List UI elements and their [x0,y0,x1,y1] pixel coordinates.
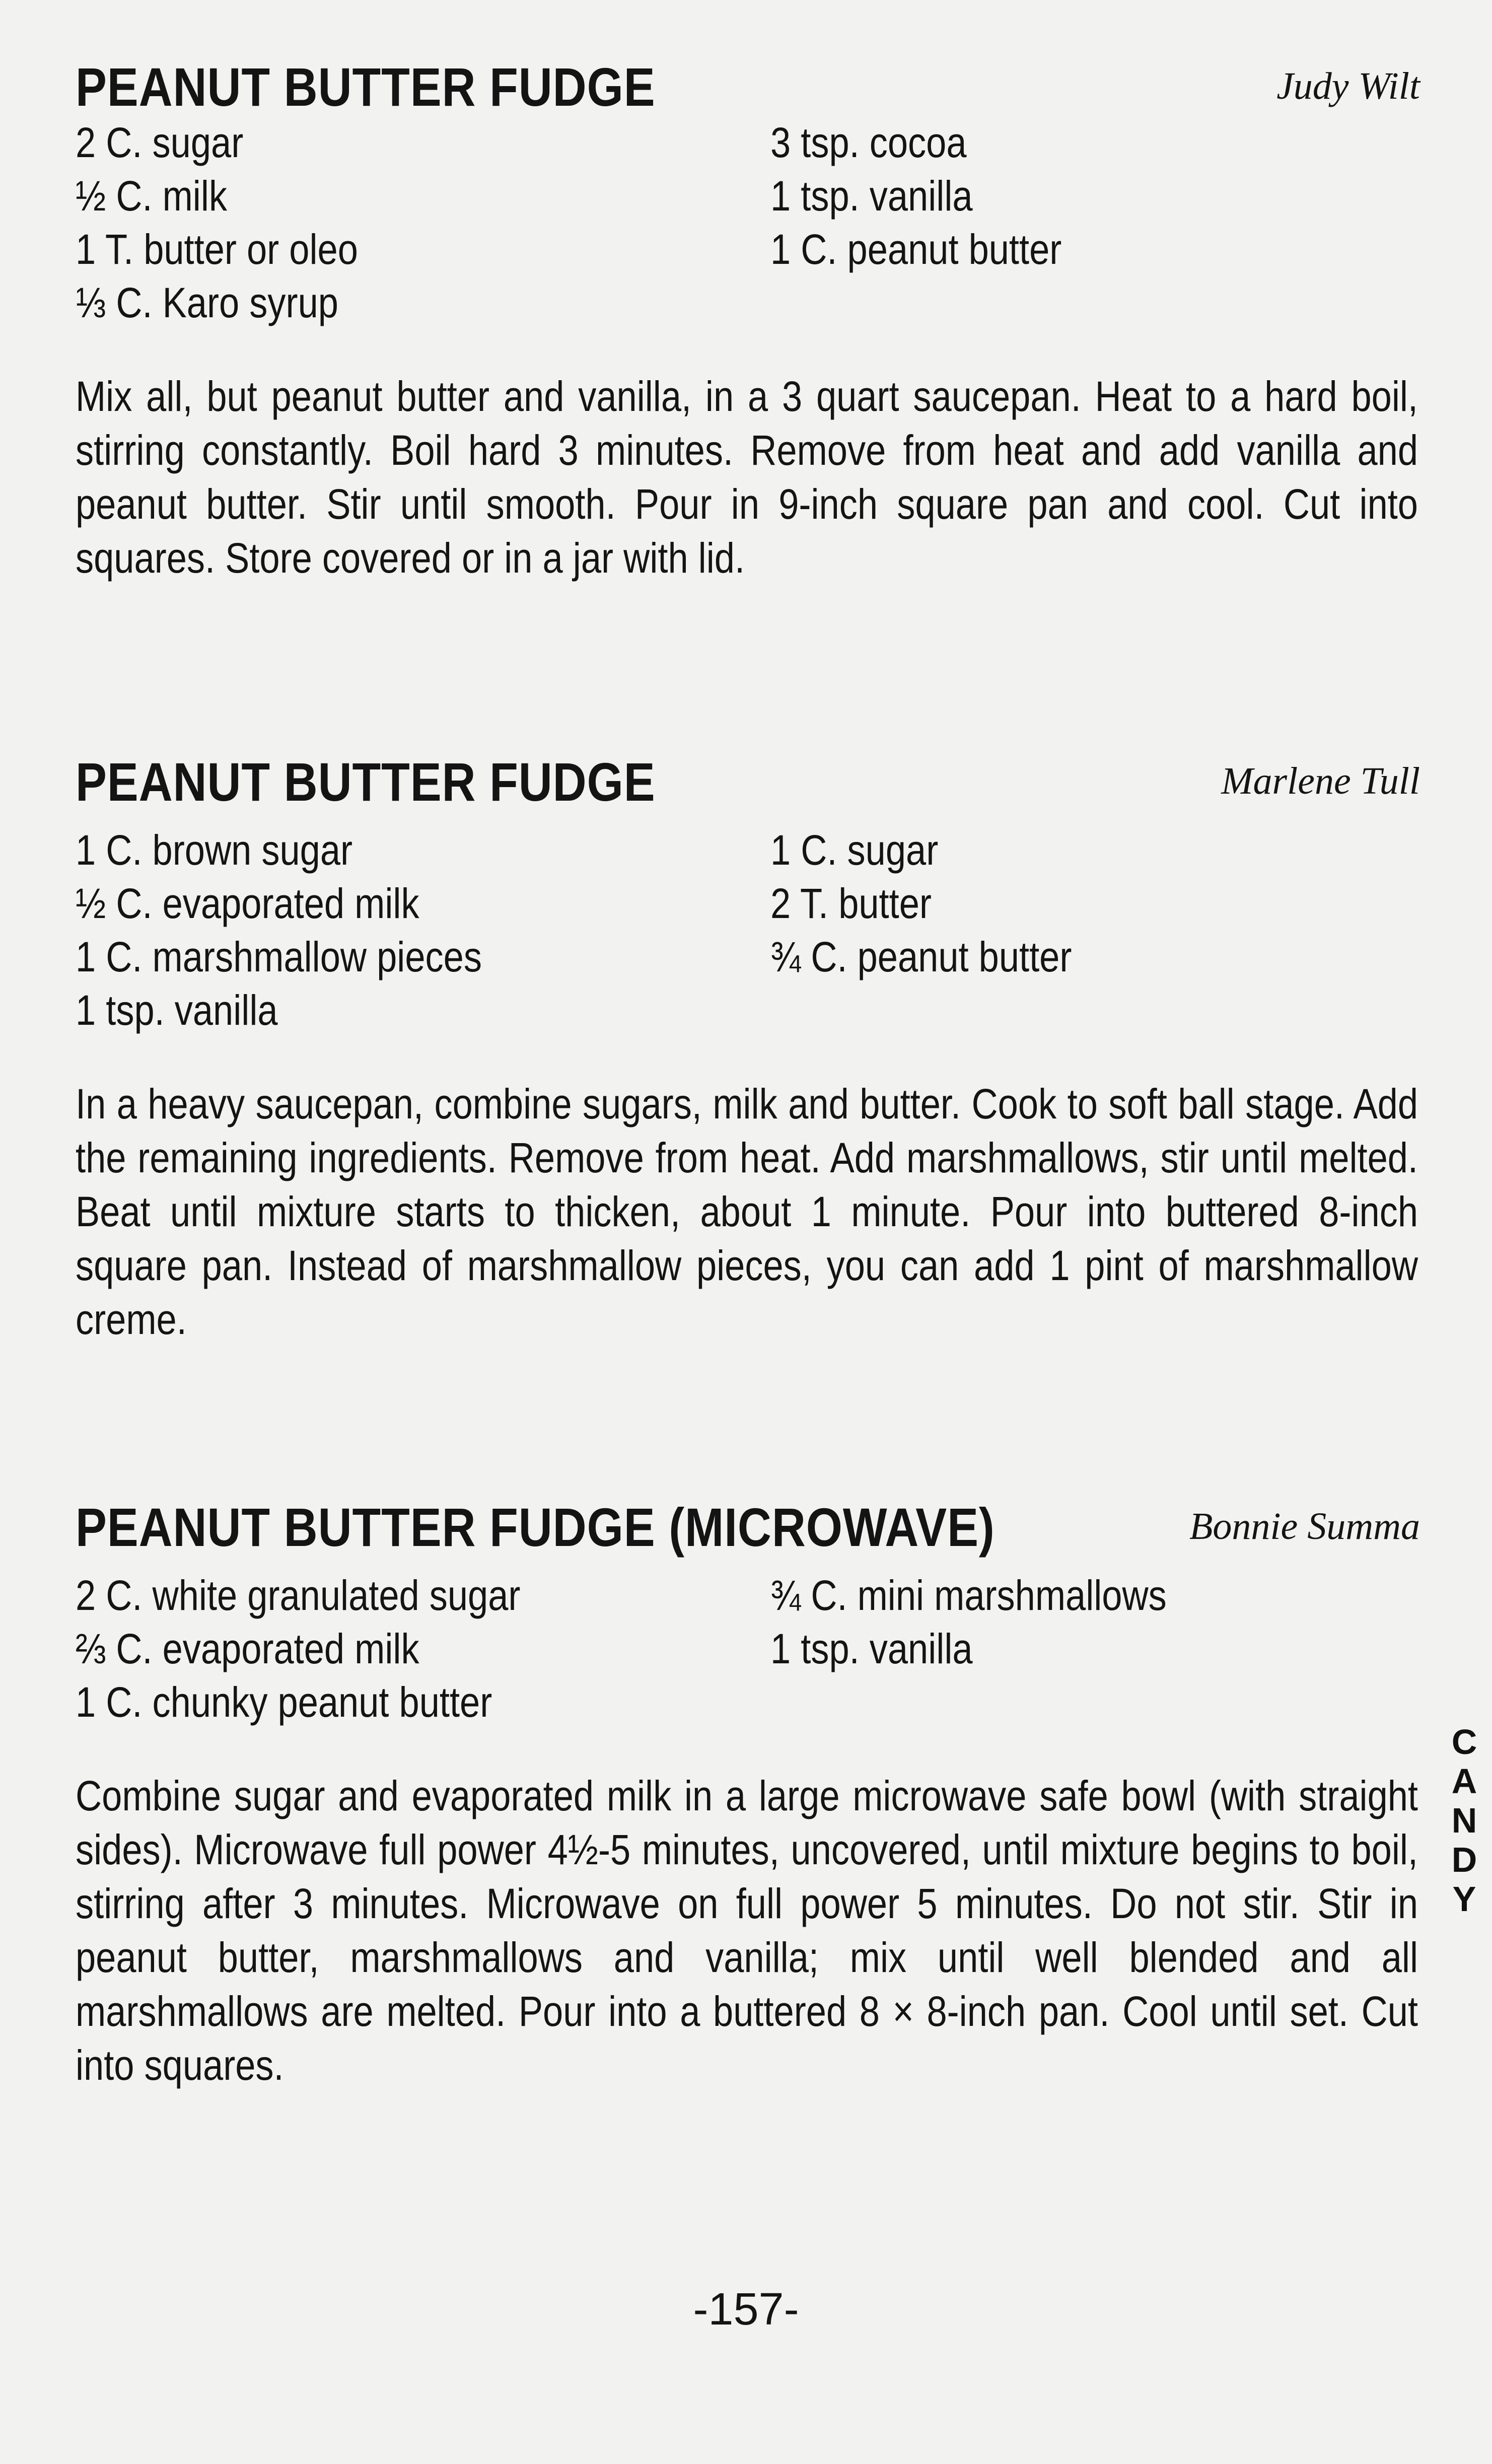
section-tab-letter: N [1451,1801,1477,1840]
ingredient-list [76,823,1420,1037]
ingredient: 1 tsp. vanilla [76,987,278,1034]
recipe-title: PEANUT BUTTER FUDGE [76,56,656,117]
ingredient: ½ C. milk [76,172,228,220]
recipe-header [76,750,1420,826]
section-tab [1444,1722,1484,1919]
ingredient: 1 T. butter or oleo [76,226,358,273]
ingredient-list [76,1569,1420,1729]
ingredient-column-right [770,116,1420,329]
ingredient-column-right [770,823,1420,1037]
ingredient-column-left [76,823,770,1037]
section-tab-letter: C [1451,1722,1477,1762]
recipe-author: Marlene Tull [1221,760,1420,802]
ingredient: 2 C. white granulated sugar [76,1572,521,1619]
ingredient-list [76,116,1420,329]
ingredient: 1 C. marshmallow pieces [76,933,482,980]
recipe-2 [76,750,1420,1389]
section-tab-letter: D [1451,1840,1477,1879]
section-tab-letter: A [1451,1762,1477,1801]
recipe-directions: Mix all, but peanut butter and vanilla, in a 3 quart saucepan. Heat to a hard boil, stirring constantly. Boil hard 3 minutes. Remove from heat and add vanilla and peanut butter. Stir until smooth. Pour in 9-inch square pan and cool. Cut into squares. Store covered or in a jar with lid. [76,373,1418,582]
ingredient-column-left [76,1569,770,1729]
ingredient: 1 C. sugar [770,826,939,874]
recipe-3 [76,1496,1420,2135]
ingredient: ⅔ C. evaporated milk [76,1625,419,1672]
ingredient: 1 tsp. vanilla [770,1625,973,1672]
ingredient: 2 C. sugar [76,119,244,166]
ingredient: 2 T. butter [770,880,932,927]
recipe-directions: In a heavy saucepan, combine sugars, milk and butter. Cook to soft ball stage. Add the remaining ingredients. Remove from heat. Add marshmallows, stir until melted. Beat until mixture starts to thicken, about 1 minute. Pour into buttered 8-inch square pan. Instead of marshmallow pieces, you can add 1 pint of marshmallow creme. [76,1080,1418,1343]
page-number: -157- [693,2284,799,2335]
recipe-header [76,1496,1420,1571]
ingredient: 1 C. chunky peanut butter [76,1678,492,1726]
ingredient-column-right [770,1569,1420,1729]
ingredient-column-left [76,116,770,329]
recipe-title: PEANUT BUTTER FUDGE (MICROWAVE) [76,1497,995,1558]
recipe-title: PEANUT BUTTER FUDGE [76,751,656,812]
ingredient: 1 C. brown sugar [76,826,353,874]
ingredient: 1 tsp. vanilla [770,172,973,220]
ingredient: ¾ C. peanut butter [770,933,1072,980]
section-tab-letter: Y [1452,1879,1476,1919]
recipe-1 [76,55,1420,627]
recipe-directions: Combine sugar and evaporated milk in a large microwave safe bowl (with straight sides). Microwave full power 4½-5 minutes, uncovered, until mixture begins to boil, stirring after 3 minutes. Microwave on full power 5 minutes. Do not stir. Stir in peanut butter, marshmallows and vanilla; mix until well blended and all marshmallows are melted. Pour into a buttered 8 × 8-inch pan. Cool until set. Cut into squares. [76,1772,1418,2089]
recipe-author: Judy Wilt [1276,65,1420,107]
ingredient: 1 C. peanut butter [770,226,1062,273]
ingredient: ¾ C. mini marshmallows [770,1572,1167,1619]
ingredient: ½ C. evaporated milk [76,880,419,927]
recipe-author: Bonnie Summa [1189,1505,1420,1547]
ingredient: ⅓ C. Karo syrup [76,279,338,326]
ingredient: 3 tsp. cocoa [770,119,967,166]
